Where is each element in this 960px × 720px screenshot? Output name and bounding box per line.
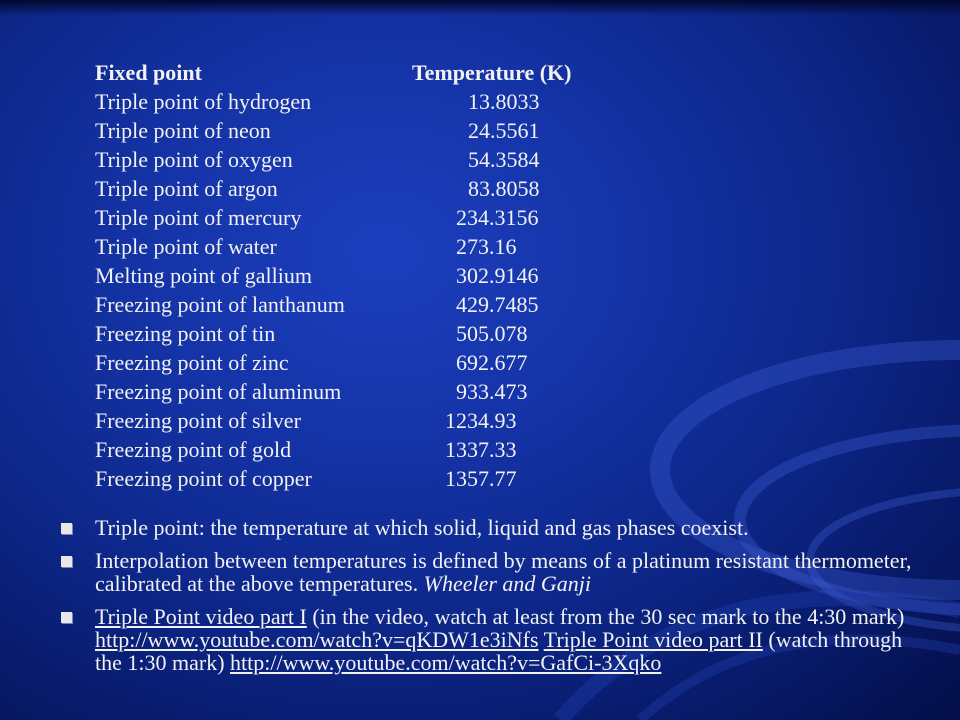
table-row — [95, 261, 615, 290]
fixed-point-name: Triple point of mercury — [95, 205, 302, 230]
table-row — [95, 174, 615, 203]
fixed-point-name: Freezing point of lanthanum — [95, 292, 345, 317]
column-header-temperature: Temperature (K) — [412, 60, 572, 85]
fixed-point-name: Triple point of water — [95, 234, 277, 259]
fixed-point-name: Freezing point of zinc — [95, 350, 289, 375]
temperature-value: 83.8058 — [468, 176, 540, 201]
square-bullet-icon — [61, 556, 72, 567]
table-row — [95, 377, 615, 406]
temperature-value: 429.7485 — [456, 292, 539, 317]
temperature-value: 273.16 — [456, 234, 517, 259]
fixed-point-name: Triple point of oxygen — [95, 147, 293, 172]
bullet-list — [60, 516, 920, 684]
temperature-value: 54.3584 — [468, 147, 540, 172]
fixed-point-name: Freezing point of gold — [95, 437, 292, 462]
square-bullet-icon — [61, 612, 72, 623]
table-row — [95, 319, 615, 348]
temperature-value: 1337.33 — [445, 437, 517, 462]
fixed-point-name: Freezing point of tin — [95, 321, 276, 346]
table-row — [95, 116, 615, 145]
temperature-value: 505.078 — [456, 321, 528, 346]
bullet-item — [60, 549, 920, 595]
video-note-2: (watch through the 1:30 mark) — [95, 627, 903, 675]
temperature-value: 1234.93 — [445, 408, 517, 433]
column-header-fixed-point: Fixed point — [95, 60, 202, 85]
top-shadow — [0, 0, 960, 16]
temperature-value: 24.5561 — [468, 118, 540, 143]
bullet-text: Triple point: the temperature at which solid, liquid and gas phases coexist. — [95, 515, 749, 540]
citation: Wheeler and Ganji — [423, 571, 592, 596]
video-url-2[interactable]: http://www.youtube.com/watch?v=GafCi-3Xqko — [230, 650, 662, 675]
table-row — [95, 203, 615, 232]
fixed-point-name: Freezing point of copper — [95, 466, 312, 491]
table-row — [95, 348, 615, 377]
table-row — [95, 435, 615, 464]
table-row — [95, 87, 615, 116]
table-row — [95, 464, 615, 493]
bullet-item — [60, 516, 920, 539]
table-row — [95, 406, 615, 435]
temperature-value: 234.3156 — [456, 205, 539, 230]
fixed-point-name: Melting point of gallium — [95, 263, 312, 288]
fixed-points-table — [95, 58, 615, 493]
video-link-part-1[interactable]: Triple Point video part I — [95, 604, 307, 629]
video-note-1: (in the video, watch at least from the 30 sec mark to the 4:30 mark) — [312, 604, 905, 629]
fixed-point-name: Triple point of argon — [95, 176, 278, 201]
fixed-point-name: Freezing point of aluminum — [95, 379, 342, 404]
temperature-value: 13.8033 — [468, 89, 540, 114]
bullet-text: Interpolation between temperatures is defined by means of a platinum resistant thermometer, calibrated at the above temperatures. — [95, 548, 912, 596]
temperature-value: 302.9146 — [456, 263, 539, 288]
temperature-value: 933.473 — [456, 379, 528, 404]
fixed-point-name: Triple point of neon — [95, 118, 271, 143]
table-row — [95, 232, 615, 261]
table-header — [95, 58, 615, 87]
table-row — [95, 290, 615, 319]
bullet-item — [60, 605, 920, 674]
temperature-value: 692.677 — [456, 350, 528, 375]
temperature-value: 1357.77 — [445, 466, 517, 491]
video-url-1[interactable]: http://www.youtube.com/watch?v=qKDW1e3iNfs — [95, 627, 539, 652]
fixed-point-name: Triple point of hydrogen — [95, 89, 312, 114]
fixed-point-name: Freezing point of silver — [95, 408, 301, 433]
table-row — [95, 145, 615, 174]
video-link-part-2[interactable]: Triple Point video part II — [543, 627, 763, 652]
square-bullet-icon — [61, 523, 72, 534]
